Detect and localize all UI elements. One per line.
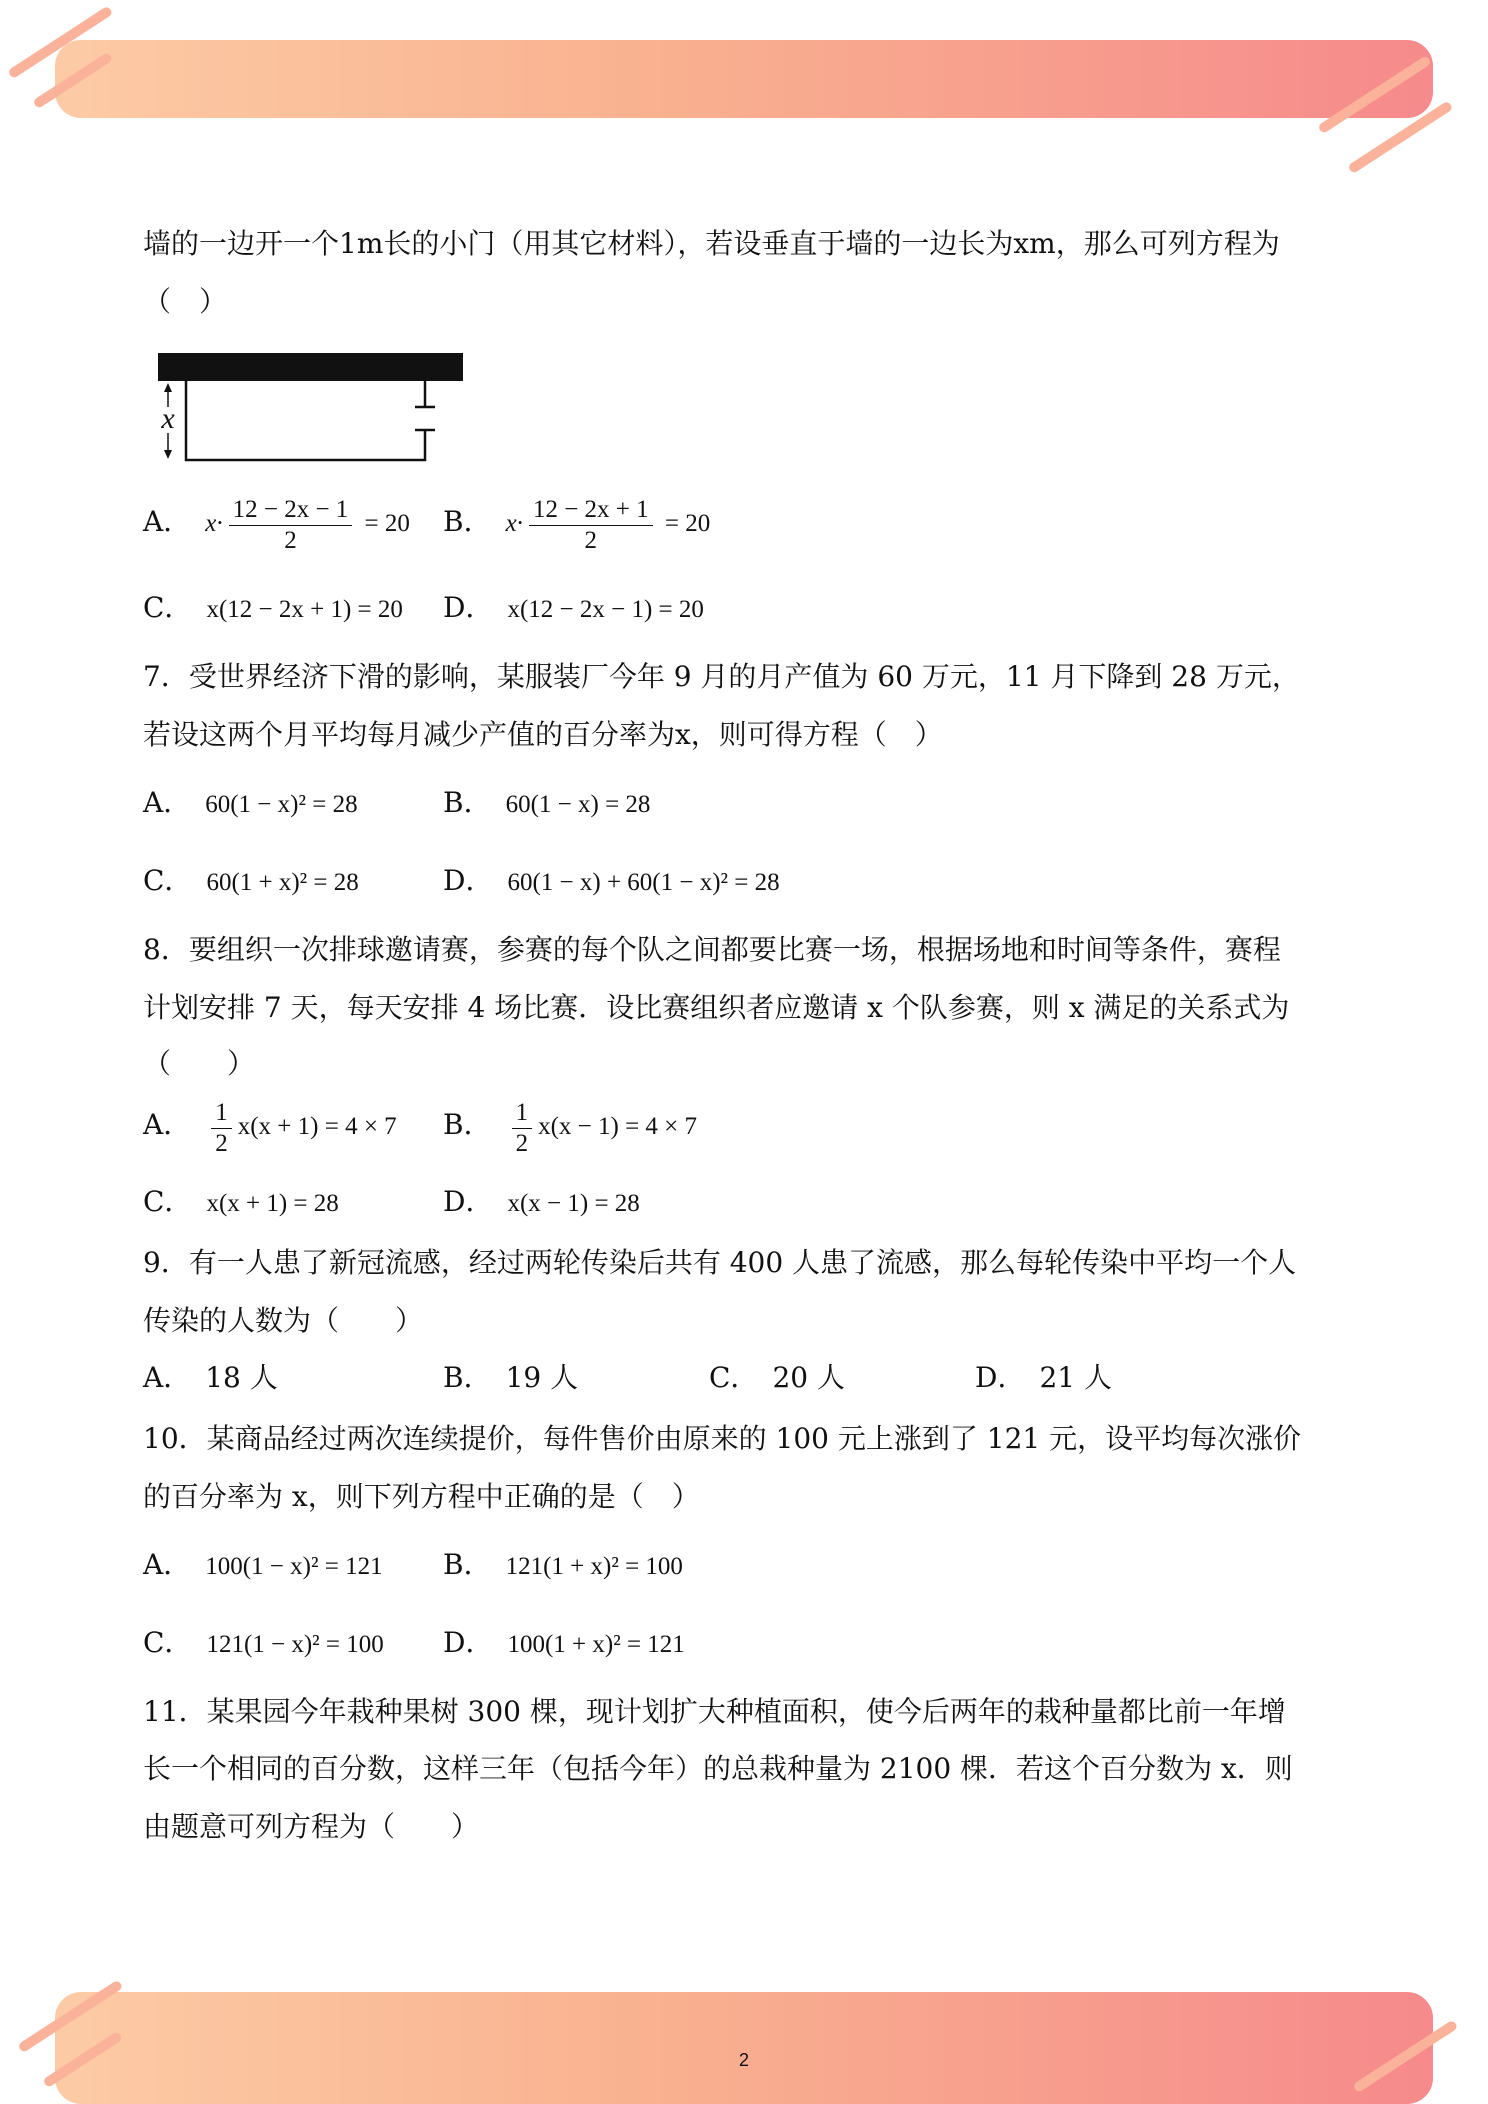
q8-text-line3: （ ） — [143, 1047, 256, 1080]
q7-option-d[interactable]: D． 60(1 − x) + 60(1 − x)² = 28 — [443, 864, 780, 897]
q6-option-d[interactable]: D． x(12 − 2x − 1) = 20 — [443, 591, 704, 624]
q8-option-c[interactable]: C． x(x + 1) = 28 — [143, 1185, 339, 1218]
q8-option-b[interactable]: B． $\frac{1}{2}$ x(x − 1) = 4 × 7 — [443, 1099, 698, 1157]
q9-option-a[interactable]: A． 18 人 — [143, 1361, 278, 1394]
q10-option-d[interactable]: D． 100(1 + x)² = 121 — [443, 1626, 685, 1659]
figure-x-label: x — [161, 402, 175, 435]
q7-option-a[interactable]: A． 60(1 − x)² = 28 — [143, 786, 358, 819]
q9-option-d[interactable]: D． 21 人 — [975, 1361, 1112, 1394]
fraction: $\frac{1}{2}$ — [211, 1098, 232, 1159]
dimension-arrow-down — [164, 450, 172, 459]
q9-option-b[interactable]: B． 19 人 — [443, 1361, 579, 1394]
q6-figure — [150, 345, 480, 475]
q11-text-line1: 11．某果园今年栽种果树 300 棵，现计划扩大种植面积，使今后两年的栽种量都比前一年增 — [143, 1695, 1286, 1728]
q8-text-line2: 计划安排 7 天，每天安排 4 场比赛．设比赛组织者应邀请 x 个队参赛，则 x 满足的关系式为 — [143, 991, 1290, 1024]
q7-option-b[interactable]: B． 60(1 − x) = 28 — [443, 786, 651, 819]
q7-option-c[interactable]: C． 60(1 + x)² = 28 — [143, 864, 359, 897]
q11-text-line2: 长一个相同的百分数，这样三年（包括今年）的总栽种量为 2100 棵．若这个百分数为 x．则 — [143, 1752, 1293, 1785]
page-number: 2 — [738, 2050, 749, 2070]
q9-option-c[interactable]: C． 20 人 — [709, 1361, 845, 1394]
fraction: $\frac{1}{2}$ — [512, 1098, 533, 1159]
q6-option-a[interactable]: A． x· $\frac{12 - 2x - 1}{2}$ = 20 — [143, 496, 410, 554]
q10-option-c[interactable]: C． 121(1 − x)² = 100 — [143, 1626, 384, 1659]
q7-text-line1: 7．受世界经济下滑的影响，某服装厂今年 9 月的月产值为 60 万元，11 月下降到 28 万元， — [143, 660, 1300, 693]
q6-text-line1: 墙的一边开一个1m长的小门（用其它材料），若设垂直于墙的一边长为xm，那么可列方程为 — [143, 227, 1280, 260]
wall — [158, 353, 463, 381]
dimension-arrow-up — [164, 383, 172, 392]
fence — [186, 381, 425, 460]
q6-option-b[interactable]: B． x· $\frac{12 - 2x + 1}{2}$ = 20 — [443, 496, 711, 554]
q6-text-line2: （ ） — [143, 285, 228, 318]
q6-option-c[interactable]: C． x(12 − 2x + 1) = 20 — [143, 591, 403, 624]
q11-text-line3: 由题意可列方程为（ ） — [143, 1810, 480, 1843]
q10-option-a[interactable]: A． 100(1 − x)² = 121 — [143, 1548, 383, 1581]
q10-text-line2: 的百分率为 x，则下列方程中正确的是（ ） — [143, 1480, 700, 1513]
q9-text-line1: 9．有一人患了新冠流感，经过两轮传染后共有 400 人患了流感，那么每轮传染中平均一个人 — [143, 1246, 1297, 1279]
q8-text-line1: 8．要组织一次排球邀请赛，参赛的每个队之间都要比赛一场，根据场地和时间等条件，赛程 — [143, 933, 1281, 966]
q8-option-d[interactable]: D． x(x − 1) = 28 — [443, 1185, 640, 1218]
q8-option-a[interactable]: A． $\frac{1}{2}$ x(x + 1) = 4 × 7 — [143, 1099, 397, 1157]
fraction: $\frac{12 - 2x + 1}{2}$ — [529, 495, 653, 556]
fraction: $\frac{12 - 2x - 1}{2}$ — [229, 495, 353, 556]
q10-option-b[interactable]: B． 121(1 + x)² = 100 — [443, 1548, 683, 1581]
q7-text-line2: 若设这两个月平均每月减少产值的百分率为x，则可得方程（ ） — [143, 718, 943, 751]
q9-text-line2: 传染的人数为（ ） — [143, 1304, 424, 1337]
q10-text-line1: 10．某商品经过两次连续提价，每件售价由原来的 100 元上涨到了 121 元，设平均每次涨价 — [143, 1422, 1302, 1455]
